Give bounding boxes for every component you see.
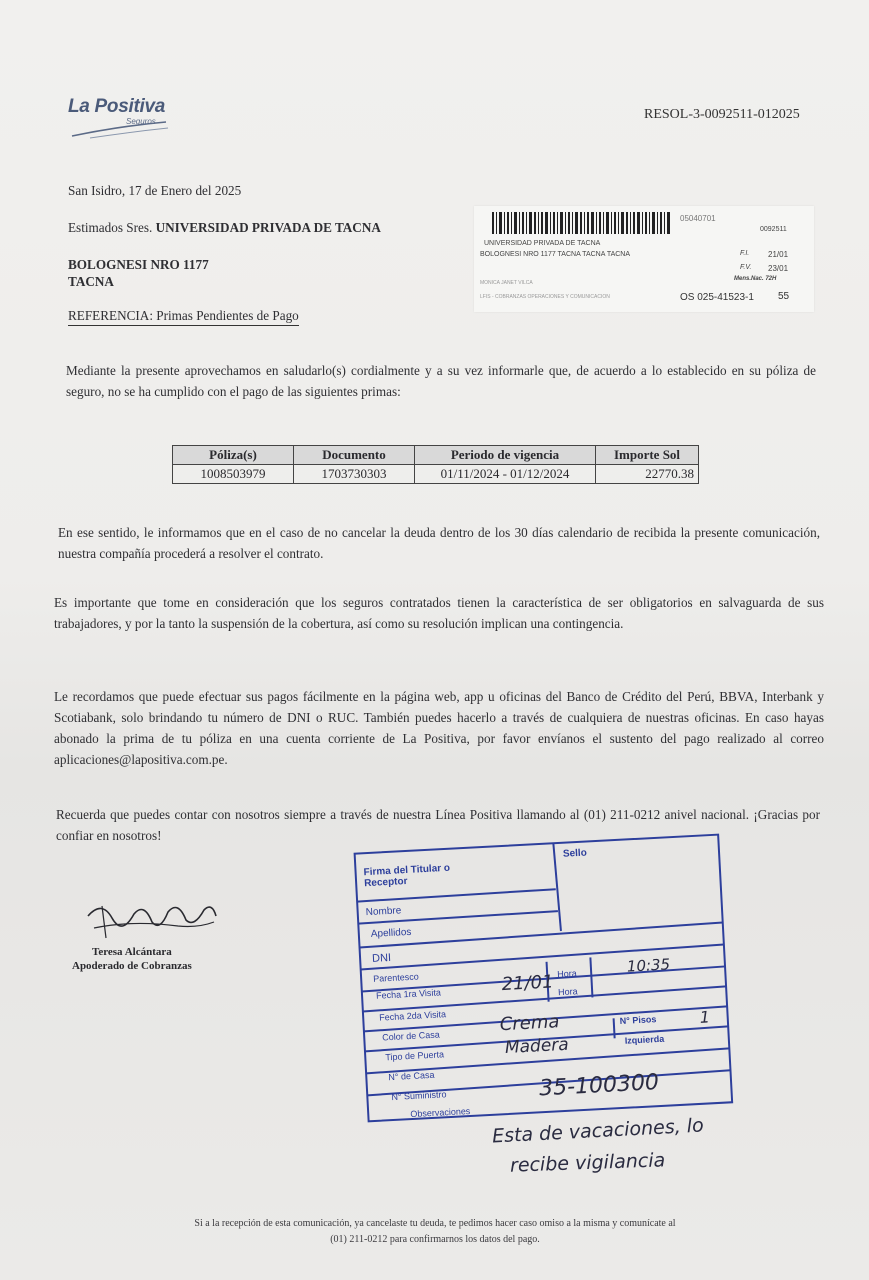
company-logo: La Positiva — [68, 96, 166, 117]
fv-label: F.V. — [740, 264, 752, 271]
paragraph-1: En ese sentido, le informamos que en el caso de no cancelar la deuda dentro de los 30 días calendario de recibida la presente comunicación, nuestra compañía procederá a resolver el contrato. — [58, 525, 820, 561]
cell-importe: 22770.38 — [596, 465, 699, 484]
header-documento: Documento — [294, 446, 415, 465]
stamp-fecha2: Fecha 2da Visita — [378, 1009, 447, 1023]
paragraph-4: Recuerda que puedes contar con nosotros siempre a través de nuestra Línea Positiva llamando al (01) 211-0212 anivel nacional. ¡Gracias por confiar en nosotros! — [56, 807, 820, 843]
stamp-nombre: Nombre — [365, 905, 402, 919]
barcode-code: 05040701 — [680, 214, 716, 223]
table-header-row — [173, 446, 699, 465]
resolution-code: RESOL-3-0092511-012025 — [644, 107, 800, 122]
stamp-apellidos: Apellidos — [370, 926, 412, 940]
table-row — [173, 465, 699, 484]
label-address: BOLOGNESI NRO 1177 TACNA TACNA TACNA — [480, 251, 631, 258]
handwritten-observacion-2: recibe vigilancia — [509, 1149, 666, 1177]
greeting-prefix: Estimados Sres. — [68, 220, 153, 235]
cell-poliza: 1008503979 — [173, 465, 294, 484]
os-number: OS 025-41523-1 — [680, 292, 754, 303]
recipient-name: UNIVERSIDAD PRIVADA DE TACNA — [155, 220, 381, 235]
greeting — [68, 217, 381, 238]
intro-paragraph: Mediante la presente aprovechamos en saludarlo(s) cordialmente y a su vez informarle que, de acuerdo a lo establecido en su póliza de seguro, no se ha cumplido con el pago de las siguientes primas: — [66, 363, 816, 399]
fi-label: F.I. — [740, 250, 750, 257]
signer-title: Apoderado de Cobranzas — [72, 960, 192, 972]
reference-line: REFERENCIA: Primas Pendientes de Pago — [68, 307, 299, 326]
handwritten-color: Crema — [499, 1011, 560, 1036]
header-poliza: Póliza(s) — [173, 446, 294, 465]
fv-value: 23/01 — [768, 264, 789, 273]
footer-line-1: Si a la recepción de esta comunicación, ya cancelaste tu deuda, te pedimos hacer caso omiso a la misma y comunícate al — [194, 1218, 676, 1229]
stamp-observaciones: Observaciones — [410, 1105, 471, 1120]
stamp-hora2-label: Hora — [557, 986, 578, 998]
stamp-tipo-puerta: Tipo de Puerta — [385, 1049, 445, 1063]
stamp-parentesco: Parentesco — [372, 971, 419, 984]
signature-icon — [82, 892, 222, 948]
handwritten-fecha: 21/01 — [501, 971, 555, 996]
stamp-hora1-label: Hora — [556, 968, 577, 980]
os-count: 55 — [778, 291, 790, 302]
stamp-n-pisos: N° Pisos — [619, 1014, 657, 1027]
handwritten-hora: 10:35 — [626, 955, 671, 976]
premiums-table — [172, 445, 699, 484]
stamp-n-casa: N° de Casa — [388, 1069, 435, 1083]
footer-line-2: (01) 211-0212 para confirmarnos los datos del pago. — [330, 1234, 540, 1245]
label-area: LFIS - COBRANZAS OPERACIONES Y COMUNICACION — [480, 294, 610, 300]
stamp-fecha1: Fecha 1ra Visita — [375, 987, 442, 1001]
cell-periodo: 01/11/2024 - 01/12/2024 — [415, 465, 596, 484]
header-periodo: Periodo de vigencia — [415, 446, 596, 465]
paragraph-2: Es importante que tome en consideración que los seguros contratados tienen la característica de ser obligatorios en salvaguarda de sus trabajadores, y por la tanto la suspensión de la cobertura, así como su resolución implican una contingencia. — [54, 595, 824, 631]
stamp-izquierda: Izquierda — [624, 1033, 665, 1046]
address-line-1: BOLOGNESI NRO 1177 — [68, 257, 209, 272]
mens-nac: Mens.Nac. 72H — [734, 276, 777, 282]
stamp-color-casa: Color de Casa — [382, 1029, 440, 1043]
header-importe: Importe Sol — [596, 446, 699, 465]
handwritten-observacion-1: Esta de vacaciones, lo — [491, 1114, 705, 1148]
footer-note — [80, 1216, 790, 1248]
stamp-dni: DNI — [371, 951, 392, 965]
stamp-firma-label: Firma del Titular o Receptor — [363, 862, 451, 890]
reception-stamp — [348, 821, 763, 1132]
barcode-icon — [492, 212, 672, 234]
handwritten-suministro: 35-100300 — [538, 1070, 660, 1102]
address-label — [474, 206, 814, 312]
stamp-sello-label: Sello — [562, 847, 588, 860]
paragraph-3: Le recordamos que puede efectuar sus pagos fácilmente en la página web, app u oficinas del Banco de Crédito del Perú, BBVA, Interbank y Scotiabank, solo brindando tu número de DNI o RUC. También puedes hacerlo a través de cualquiera de nuestras oficinas. En caso hayas abonado la prima de tu póliza en una cuenta corriente de La Positiva, por favor envíanos el sustento del pago realizado al correo aplicaciones@lapositiva.com.pe. — [54, 689, 824, 767]
cell-documento: 1703730303 — [294, 465, 415, 484]
date-line: San Isidro, 17 de Enero del 2025 — [68, 183, 242, 198]
side-code: 0092511 — [760, 226, 787, 233]
logo-subtitle: Seguros — [126, 117, 156, 126]
address-line-2: TACNA — [68, 274, 114, 289]
handwritten-puerta: Madera — [504, 1034, 570, 1059]
signer-name: Teresa Alcántara — [92, 946, 172, 958]
label-messenger: MONICA JANET VILCA — [480, 280, 533, 286]
stamp-n-suministro: N° Suministro — [391, 1089, 447, 1103]
handwritten-pisos: 1 — [699, 1007, 711, 1027]
fi-value: 21/01 — [768, 250, 789, 259]
label-name: UNIVERSIDAD PRIVADA DE TACNA — [484, 240, 601, 247]
